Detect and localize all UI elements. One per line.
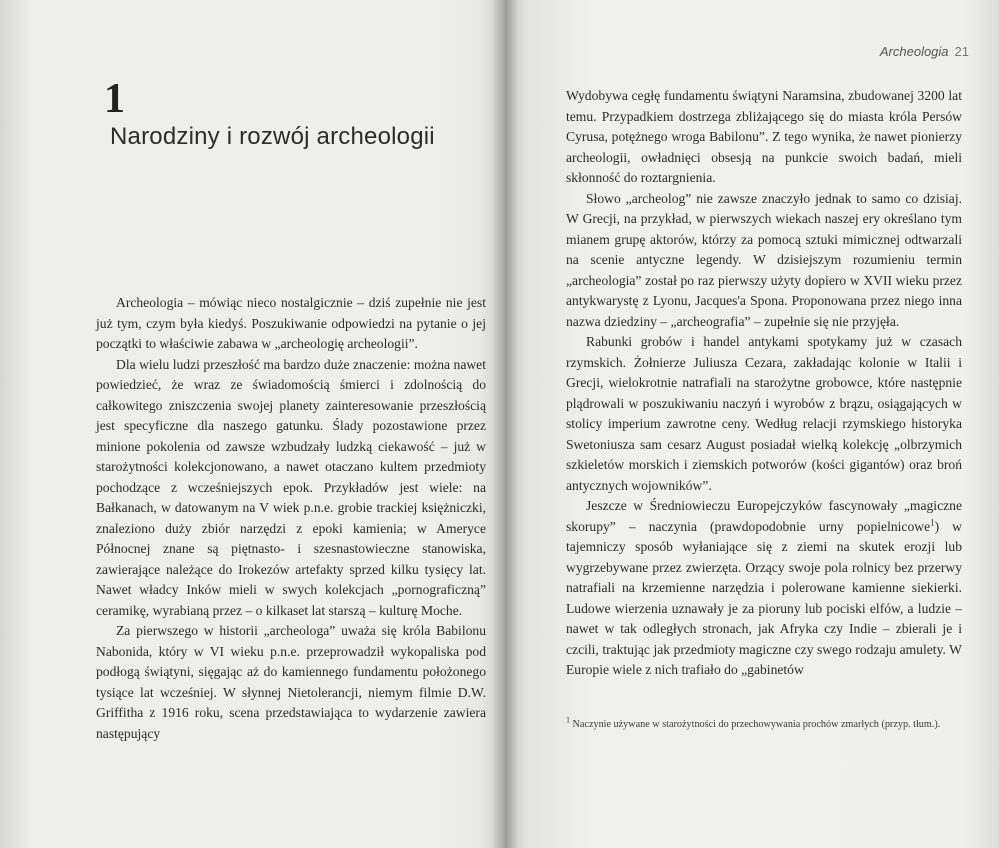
running-head bbox=[880, 44, 969, 59]
running-head-title: Archeologia bbox=[879, 44, 949, 59]
footnote bbox=[566, 717, 946, 732]
paragraph: Dla wielu ludzi przeszłość ma bardzo duże znaczenie: można nawet powiedzieć, że wraz ze świadomością śmierci i zdolnością do całkowitego zniszczenia swojej planety zainteresowanie przeszłością jest specyficzne dla naszego gatunku. Ślady pozostawione przez minione pokolenia od zawsze wzbudzały ludzką ciekawość – już w starożytności kolekcjonowano, a nawet otaczano kultem przedmioty pochodzące z wcześniejszych epok. Przykładów jest wiele: na Bałkanach, w datowanym na V wiek p.n.e. grobie trackiej księżniczki, znaleziono duży zbiór narzędzi z epoki kamienia; w Ameryce Północnej znane są piętnasto- i szesnastowieczne stanowiska, zawierające należące do Irokezów artefakty sprzed kilku tysięcy lat. Nawet władcy Inków mieli w swych kolekcjach „pornograficzną” ceramikę, wyrabianą przez – o kilkaset lat starszą – kulturę Moche. bbox=[96, 356, 486, 618]
paragraph-part: Jeszcze w Średniowieczu Europejczyków fascynowały „magiczne skorupy” – naczynia (prawdopodobnie urny popielnicowe bbox=[566, 498, 962, 534]
page-number: 21 bbox=[954, 44, 969, 59]
gutter-shadow bbox=[492, 0, 518, 848]
paragraph: Archeologia – mówiąc nieco nostalgicznie – dziś zupełnie nie jest już tym, czym była kiedyś. Poszukiwanie odpowiedzi na pytanie o jej początki to właściwie zabawa w „archeologię archeologii”. bbox=[96, 295, 486, 351]
paragraph bbox=[566, 496, 962, 681]
paragraph: Słowo „archeolog” nie zawsze znaczyło jednak to samo co dzisiaj. W Grecji, na przykład, w pierwszych wiekach naszej ery określano tym mianem grupę aktorów, którzy za pomocą sztuki mimicznej odtwarzali na scenie antyczne legendy. W dzisiejszym rozumieniu termin „archeologia” został po raz pierwszy użyty dopiero w XVII wieku przez antykwarystę z Lyonu, Jacques'a Spona. Proponowana przez niego inna nazwa dziedziny – „archeografia” – zupełnie się nie przyjęła. bbox=[566, 190, 962, 329]
left-body-text bbox=[96, 293, 486, 744]
paragraph: Wydobywa cegłę fundamentu świątyni Naramsina, zbudowanej 3200 lat temu. Przypadkiem dostrzega zbliżającego się do miasta króla Persów Cyrusa, potężnego wroga Babilonu”. Z tego wynika, że nawet pionierzy archeologii, owładnięci obsesją na punkcie swoich badań, mieli skłonność do roztargnienia. bbox=[566, 88, 962, 185]
chapter-number: 1 bbox=[104, 76, 125, 122]
paragraph-part: ) w tajemniczy sposób wyłaniające się z ziemi na skutek erozji lub wygrzebywane przez zwierzęta. Orzący swoje pola rolnicy bez przerwy natrafiali na krzemienne narzędzia i polerowane kamienne siekierki. Ludowe wierzenia uznawały je za pioruny lub pociski elfów, a ludzie – nawet w tak odległych stronach, jak Afryka czy Indie – zbierali je i czcili, traktując jak przedmioty magiczne czy swego rodzaju amulety. W Europie wiele z nich trafiało do „gabinetów bbox=[566, 518, 962, 677]
paragraph: Rabunki grobów i handel antykami spotykamy już w czasach rzymskich. Żołnierze Juliusza Cezara, zakładając kolonie w Italii i Grecji, wielokrotnie natrafiali na starożytne grobowce, które następnie plądrowali w poszukiwaniu naczyń i wyrobów z brązu, osiągających w stolicy imperium zawrotne ceny. Według relacji rzymskiego historyka Swetoniusza sam cesarz August posiadał wielką kolekcję „olbrzymich szkieletów morskich i ziemskich potworów (kości gigantów) oraz broń antycznych wojowników”. bbox=[566, 334, 962, 493]
footnote-ref: 1 bbox=[930, 516, 935, 527]
chapter-title: Narodziny i rozwój archeologii bbox=[110, 123, 435, 150]
right-body-text bbox=[566, 86, 962, 681]
footnote-text: Naczynie używane w starożytności do przechowywania prochów zmarłych (przyp. tłum.). bbox=[572, 719, 941, 730]
footnote-marker: 1 bbox=[566, 715, 570, 725]
paragraph: Za pierwszego w historii „archeologa” uważa się króla Babilonu Nabonida, który w VI wieku p.n.e. przeprowadził wykopaliska pod podłogą świątyni, sięgając aż do kamiennego fundamentu położonego tysiące lat wcześniej. W słynnej Nietolerancji, niemym filmie D.W. Griffitha z 1916 roku, scena przedstawiająca to wydarzenie zawiera następujący bbox=[96, 623, 486, 741]
